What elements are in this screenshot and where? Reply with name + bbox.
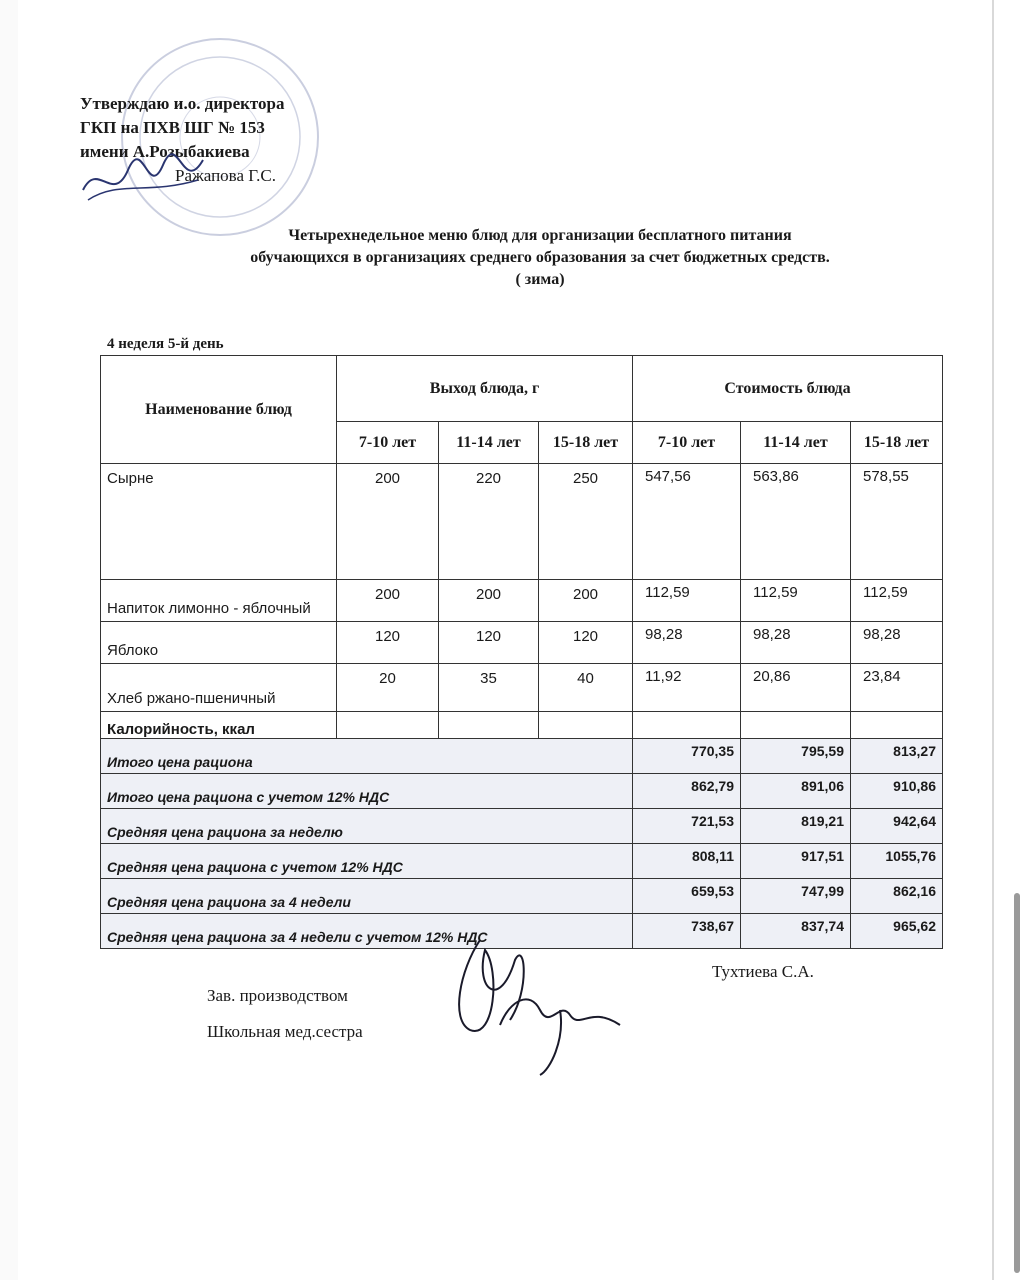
yield-cell: 120 [439, 622, 539, 664]
table-row [101, 622, 943, 664]
production-head-label: Зав. производством [207, 986, 348, 1005]
total-row [101, 879, 943, 914]
title-line-2: обучающихся в организациях среднего образования за счет бюджетных средств. [250, 249, 830, 266]
empty-cell [337, 712, 439, 739]
header-dish-name: Наименование блюд [101, 356, 337, 464]
total-value: 747,99 [741, 879, 851, 914]
cost-cell: 98,28 [851, 622, 943, 664]
cost-cell: 112,59 [633, 580, 741, 622]
title-line-1: Четырехнедельное меню блюд для организации бесплатного питания [288, 227, 792, 244]
menu-table-wrapper [100, 355, 942, 949]
total-value: 808,11 [633, 844, 741, 879]
total-value: 862,79 [633, 774, 741, 809]
cost-cell: 578,55 [851, 464, 943, 580]
total-label: Итого цена рациона [101, 739, 633, 774]
yield-cell: 200 [539, 580, 633, 622]
total-label: Средняя цена рациона за неделю [101, 809, 633, 844]
handwritten-signature [440, 930, 640, 1080]
cost-cell: 112,59 [851, 580, 943, 622]
empty-cell [851, 712, 943, 739]
approval-line-2: ГКП на ПХВ ШГ № 153 [80, 118, 265, 137]
total-row [101, 844, 943, 879]
total-row [101, 774, 943, 809]
approval-line-1: Утверждаю и.о. директора [80, 94, 285, 113]
total-label: Итого цена рациона с учетом 12% НДС [101, 774, 633, 809]
dish-name: Напиток лимонно - яблочный [101, 580, 337, 622]
yield-cell: 20 [337, 664, 439, 712]
approval-name: Ражапова Г.С. [175, 166, 277, 185]
nurse-label: Школьная мед.сестра [207, 1022, 363, 1041]
empty-cell [741, 712, 851, 739]
header-cost: Стоимость блюда [633, 356, 943, 422]
table-row [101, 464, 943, 580]
age-group: 15-18 лет [539, 422, 633, 464]
signatory-name: Тухтиева С.А. [712, 962, 814, 981]
total-value: 813,27 [851, 739, 943, 774]
age-group: 7-10 лет [633, 422, 741, 464]
total-row [101, 809, 943, 844]
empty-cell [633, 712, 741, 739]
yield-cell: 250 [539, 464, 633, 580]
yield-cell: 200 [439, 580, 539, 622]
calories-row [101, 712, 943, 739]
yield-cell: 40 [539, 664, 633, 712]
total-value: 917,51 [741, 844, 851, 879]
cost-cell: 112,59 [741, 580, 851, 622]
director-signature [78, 150, 208, 210]
cost-cell: 20,86 [741, 664, 851, 712]
menu-table [100, 355, 943, 949]
signature-labels [207, 978, 363, 1050]
age-group: 11-14 лет [741, 422, 851, 464]
page-edge [992, 0, 994, 1280]
dish-name: Сырне [101, 464, 337, 580]
cost-cell: 98,28 [633, 622, 741, 664]
total-value: 795,59 [741, 739, 851, 774]
total-value: 1055,76 [851, 844, 943, 879]
total-value: 942,64 [851, 809, 943, 844]
cost-cell: 563,86 [741, 464, 851, 580]
title-line-3: ( зима) [515, 271, 565, 288]
cost-cell: 23,84 [851, 664, 943, 712]
cost-cell: 98,28 [741, 622, 851, 664]
total-value: 837,74 [741, 914, 851, 949]
header-yield: Выход блюда, г [337, 356, 633, 422]
total-value: 965,62 [851, 914, 943, 949]
table-row [101, 664, 943, 712]
yield-cell: 120 [337, 622, 439, 664]
table-row [101, 580, 943, 622]
yield-cell: 200 [337, 464, 439, 580]
total-value: 770,35 [633, 739, 741, 774]
age-group: 7-10 лет [337, 422, 439, 464]
dish-name: Яблоко [101, 622, 337, 664]
week-label: 4 неделя 5-й день [107, 336, 224, 352]
yield-cell: 120 [539, 622, 633, 664]
total-label: Средняя цена рациона с учетом 12% НДС [101, 844, 633, 879]
empty-cell [439, 712, 539, 739]
empty-cell [539, 712, 633, 739]
yield-cell: 200 [337, 580, 439, 622]
cost-cell: 547,56 [633, 464, 741, 580]
total-value: 659,53 [633, 879, 741, 914]
total-row [101, 739, 943, 774]
total-value: 721,53 [633, 809, 741, 844]
dish-name: Хлеб ржано-пшеничный [101, 664, 337, 712]
yield-cell: 35 [439, 664, 539, 712]
total-value: 891,06 [741, 774, 851, 809]
scrollbar[interactable] [1014, 893, 1020, 1273]
total-value: 910,86 [851, 774, 943, 809]
age-group: 11-14 лет [439, 422, 539, 464]
document-title [160, 225, 920, 291]
approval-line-3: имени А.Розыбакиева [80, 142, 250, 161]
total-value: 819,21 [741, 809, 851, 844]
total-label: Средняя цена рациона за 4 недели [101, 879, 633, 914]
cost-cell: 11,92 [633, 664, 741, 712]
total-value: 738,67 [633, 914, 741, 949]
left-margin [0, 0, 18, 1280]
total-label: Средняя цена рациона за 4 недели с учетом 12% НДС [101, 914, 633, 949]
total-value: 862,16 [851, 879, 943, 914]
yield-cell: 220 [439, 464, 539, 580]
age-group: 15-18 лет [851, 422, 943, 464]
calories-label: Калорийность, ккал [101, 712, 337, 739]
